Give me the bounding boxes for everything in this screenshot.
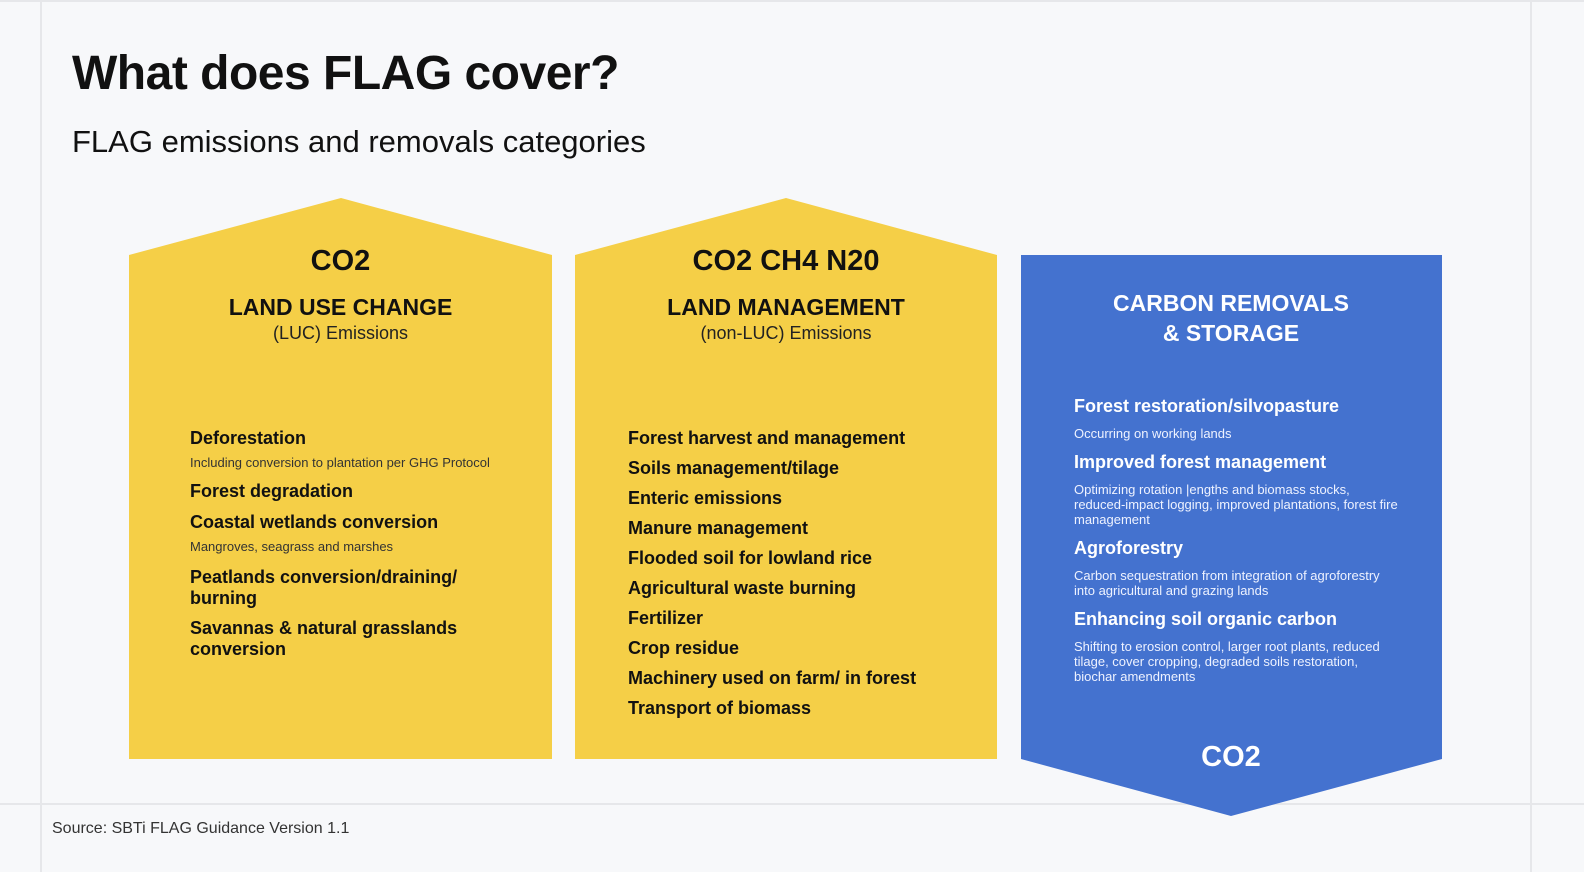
luc-subcategory-label: (LUC) Emissions <box>272 323 409 343</box>
removals-header <box>1021 288 1441 348</box>
removals-item-note: Shifting to erosion control, larger root plants, reduced tilage, cover cropping, degraded soils restoration, biochar amendments <box>1074 639 1380 684</box>
removals-item <box>1074 609 1404 684</box>
land-management-item: Flooded soil for lowland rice <box>628 548 873 568</box>
luc-item <box>190 481 510 502</box>
removals-item-note: Carbon sequestration from integration of agroforestry into agricultural and grazing lands <box>1074 568 1380 598</box>
luc-item <box>190 567 510 609</box>
luc-item-note: Including conversion to plantation per GHG Protocol <box>190 455 490 470</box>
luc-header <box>129 245 552 344</box>
removals-heading-line1: CARBON REMOVALS <box>1113 290 1349 316</box>
land-management-subcategory-label: (non-LUC) Emissions <box>700 323 872 343</box>
luc-item-label: Savannas & natural grasslands conversion <box>190 618 458 659</box>
luc-item-label: Forest degradation <box>190 481 354 501</box>
land-management-item: Machinery used on farm/ in forest <box>628 668 917 688</box>
luc-item-label: Coastal wetlands conversion <box>190 512 439 532</box>
page-subtitle: FLAG emissions and removals categories <box>72 124 646 159</box>
luc-item-note: Mangroves, seagrass and marshes <box>190 539 394 554</box>
luc-list <box>190 428 510 660</box>
luc-item <box>190 618 510 660</box>
land-management-item: Forest harvest and management <box>628 428 906 448</box>
source-note: Source: SBTi FLAG Guidance Version 1.1 <box>52 820 350 837</box>
page-title: What does FLAG cover? <box>72 47 619 100</box>
land-management-category-label: LAND MANAGEMENT <box>667 294 905 320</box>
land-management-item: Transport of biomass <box>628 698 812 718</box>
luc-item-label: Deforestation <box>190 428 307 448</box>
land-management-item: Crop residue <box>628 638 740 658</box>
removals-item-note: Occurring on working lands <box>1074 426 1232 441</box>
removals-item-label: Agroforestry <box>1074 538 1184 558</box>
land-management-gas-label: CO2 CH4 N20 <box>692 245 880 277</box>
land-management-item: Fertilizer <box>628 608 704 628</box>
land-management-item: Soils management/tilage <box>628 458 840 478</box>
luc-item <box>190 428 510 470</box>
removals-item <box>1074 396 1404 441</box>
removals-item-label: Enhancing soil organic carbon <box>1074 609 1338 629</box>
luc-gas-label: CO2 <box>310 245 371 277</box>
land-management-list <box>628 428 978 728</box>
land-management-item: Agricultural waste burning <box>628 578 857 598</box>
luc-item <box>190 512 510 554</box>
removals-heading-line2: & STORAGE <box>1162 320 1300 346</box>
land-management-header <box>575 245 997 344</box>
removals-item <box>1074 538 1404 598</box>
removals-item <box>1074 452 1404 527</box>
land-management-item: Enteric emissions <box>628 488 783 508</box>
luc-item-label: Peatlands conversion/draining/ burning <box>190 567 458 608</box>
luc-category-label: LAND USE CHANGE <box>228 294 453 320</box>
removals-item-label: Forest restoration/silvopasture <box>1074 396 1340 416</box>
removals-list <box>1074 396 1404 695</box>
removals-item-note: Optimizing rotation |engths and biomass stocks, reduced-impact logging, improved plantations, forest fire management <box>1074 482 1398 527</box>
land-management-item: Manure management <box>628 518 809 538</box>
removals-item-label: Improved forest management <box>1074 452 1327 472</box>
removals-gas-label: CO2 <box>1201 741 1261 773</box>
